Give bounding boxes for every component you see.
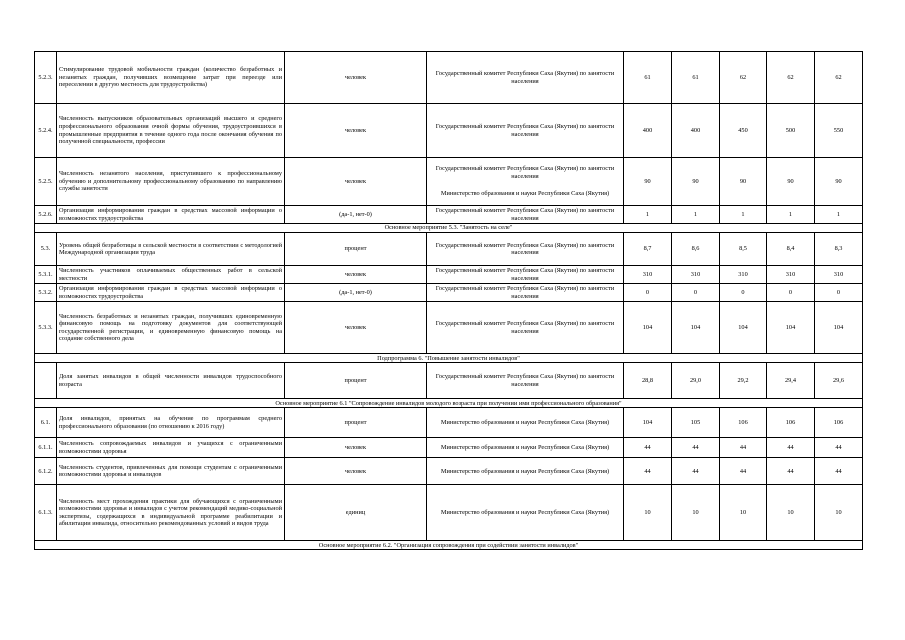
indicator-name: Численность безработных и незанятых граждан, получивших единовременную финансовую помощь на подготовку документов для соответствующей государственной регистрации, и единовременную финансовую помощь на создание собственного дела bbox=[57, 302, 285, 354]
source-organization: Государственный комитет Республики Саха (Якутия) по занятости населения bbox=[435, 69, 615, 85]
row-number: 5.2.6. bbox=[35, 206, 57, 224]
year-value: 29,6 bbox=[815, 363, 863, 399]
table-row bbox=[35, 206, 863, 224]
year-value: 310 bbox=[672, 266, 720, 284]
year-value: 62 bbox=[720, 52, 767, 104]
row-number: 5.3.3. bbox=[35, 302, 57, 354]
year-value: 1 bbox=[672, 206, 720, 224]
source-organization: Министерство образования и науки Республики Саха (Якутия) bbox=[440, 419, 610, 426]
indicator-name: Доля инвалидов, принятых на обучение по программам среднего профессионального образования (по отношению к 2016 году) bbox=[57, 408, 285, 438]
source-organization: Министерство образования и науки Республики Саха (Якутия) bbox=[440, 467, 610, 475]
unit-of-measure: единиц bbox=[285, 485, 427, 541]
responsible-executor bbox=[427, 233, 624, 266]
year-value: 400 bbox=[624, 104, 672, 158]
row-number: 6.1. bbox=[35, 408, 57, 438]
indicator-name: Численность мест прохождения практики для обучающихся с ограниченными возможностями здоровья и инвалидов с учетом рекомендаций медико-социальной экспертизы, содержащихся в индивидуальной программе реабилитации и абилитации инвалида, относительно рекомендованных условий и видов труда bbox=[57, 485, 285, 541]
year-value: 10 bbox=[815, 485, 863, 541]
source-organization: Министерство образования и науки Республики Саха (Якутия) bbox=[440, 509, 610, 516]
section-title: Основное мероприятие 6.1 "Сопровождение инвалидов молодого возраста при получении ими профессионального образования" bbox=[35, 399, 863, 408]
year-value: 10 bbox=[672, 485, 720, 541]
table-row bbox=[35, 408, 863, 438]
table-row bbox=[35, 363, 863, 399]
year-value: 44 bbox=[720, 438, 767, 458]
section-header-row bbox=[35, 354, 863, 363]
responsible-executor bbox=[427, 104, 624, 158]
unit-of-measure: человек bbox=[285, 52, 427, 104]
row-number: 5.3. bbox=[35, 233, 57, 266]
source-organization: Государственный комитет Республики Саха (Якутия) по занятости населения bbox=[435, 320, 615, 335]
year-value: 550 bbox=[815, 104, 863, 158]
row-number: 6.1.3. bbox=[35, 485, 57, 541]
year-value: 8,4 bbox=[767, 233, 815, 266]
year-value: 1 bbox=[767, 206, 815, 224]
year-value: 90 bbox=[815, 158, 863, 206]
indicator-name: Организация информирования граждан в средствах массовой информации о возможностях трудоустройства bbox=[57, 284, 285, 302]
section-header-row bbox=[35, 224, 863, 233]
year-value: 44 bbox=[720, 458, 767, 485]
source-organization: Государственный комитет Республики Саха (Якутия) по занятости населения bbox=[435, 373, 615, 388]
row-number: 6.1.1. bbox=[35, 438, 57, 458]
year-value: 104 bbox=[815, 302, 863, 354]
responsible-executor bbox=[427, 408, 624, 438]
year-value: 106 bbox=[767, 408, 815, 438]
year-value: 8,5 bbox=[720, 233, 767, 266]
row-number: 6.1.2. bbox=[35, 458, 57, 485]
unit-of-measure: человек bbox=[285, 458, 427, 485]
year-value: 61 bbox=[624, 52, 672, 104]
responsible-executor bbox=[427, 206, 624, 224]
year-value: 104 bbox=[624, 408, 672, 438]
unit-of-measure: процент bbox=[285, 233, 427, 266]
year-value: 28,8 bbox=[624, 363, 672, 399]
indicators-table bbox=[34, 51, 863, 550]
table-row bbox=[35, 233, 863, 266]
indicator-name: Организация информирования граждан в средствах массовой информации о возможностях трудоустройства bbox=[57, 206, 285, 224]
year-value: 10 bbox=[720, 485, 767, 541]
year-value: 44 bbox=[815, 458, 863, 485]
year-value: 90 bbox=[720, 158, 767, 206]
section-header-row bbox=[35, 399, 863, 408]
year-value: 310 bbox=[624, 266, 672, 284]
row-number: 5.2.4. bbox=[35, 104, 57, 158]
responsible-executor bbox=[427, 284, 624, 302]
unit-of-measure: человек bbox=[285, 302, 427, 354]
year-value: 105 bbox=[672, 408, 720, 438]
indicators-table-body bbox=[35, 52, 863, 550]
section-header-row bbox=[35, 541, 863, 550]
year-value: 90 bbox=[624, 158, 672, 206]
year-value: 44 bbox=[624, 438, 672, 458]
source-organization: Министерство образования и науки Республики Саха (Якутия) bbox=[440, 190, 610, 198]
year-value: 106 bbox=[815, 408, 863, 438]
unit-of-measure: человек bbox=[285, 438, 427, 458]
indicator-name: Стимулирование трудовой мобильности граждан (количество безработных и незанятых граждан, получивших возмещение затрат при переезде или переселении в другую местность для трудоустройства) bbox=[57, 52, 285, 104]
source-organization: Государственный комитет Республики Саха (Якутия) по занятости населения bbox=[435, 241, 615, 257]
row-number: 5.2.5. bbox=[35, 158, 57, 206]
year-value: 10 bbox=[767, 485, 815, 541]
year-value: 1 bbox=[815, 206, 863, 224]
year-value: 44 bbox=[672, 458, 720, 485]
indicator-name: Численность студентов, привлеченных для помощи студентам с ограниченными возможностями здоровья и инвалидов bbox=[57, 458, 285, 485]
unit-of-measure: человек bbox=[285, 266, 427, 284]
year-value: 310 bbox=[720, 266, 767, 284]
year-value: 29,4 bbox=[767, 363, 815, 399]
year-value: 90 bbox=[767, 158, 815, 206]
year-value: 104 bbox=[720, 302, 767, 354]
source-organization: Государственный комитет Республики Саха (Якутия) по занятости населения bbox=[435, 207, 615, 222]
year-value: 0 bbox=[624, 284, 672, 302]
year-value: 1 bbox=[720, 206, 767, 224]
responsible-executor bbox=[427, 52, 624, 104]
responsible-executor bbox=[427, 458, 624, 485]
indicator-name: Доля занятых инвалидов в общей численности инвалидов трудоспособного возраста bbox=[57, 363, 285, 399]
year-value: 62 bbox=[815, 52, 863, 104]
responsible-executor bbox=[427, 485, 624, 541]
year-value: 44 bbox=[767, 458, 815, 485]
year-value: 44 bbox=[624, 458, 672, 485]
responsible-executor bbox=[427, 438, 624, 458]
year-value: 44 bbox=[767, 438, 815, 458]
year-value: 310 bbox=[767, 266, 815, 284]
section-title: Основное мероприятие 6.2. "Организация сопровождения при содействии занятости инвалидов" bbox=[35, 541, 863, 550]
year-value: 310 bbox=[815, 266, 863, 284]
responsible-executor bbox=[427, 266, 624, 284]
year-value: 400 bbox=[672, 104, 720, 158]
table-row bbox=[35, 52, 863, 104]
indicator-name: Численность выпускников образовательных организаций высшего и среднего профессионального образования очной формы обучения, трудоустроившихся в промышленные предприятия в течение одного года после окончания обучения по полученной специальности, профессии bbox=[57, 104, 285, 158]
table-row bbox=[35, 302, 863, 354]
table-row bbox=[35, 104, 863, 158]
year-value: 104 bbox=[672, 302, 720, 354]
indicator-name: Численность участников оплачиваемых общественных работ в сельской местности bbox=[57, 266, 285, 284]
source-organization: Министерство образования и науки Республики Саха (Якутия) bbox=[440, 444, 610, 451]
year-value: 61 bbox=[672, 52, 720, 104]
indicator-name: Численность незанятого населения, приступившего к профессиональному обучению и дополнительному профессиональному образованию по направлению службы занятости bbox=[57, 158, 285, 206]
indicator-name: Уровень общей безработицы в сельской местности в соответствии с методологией Международной организации труда bbox=[57, 233, 285, 266]
section-title: Подпрограмма 6. "Повышение занятости инвалидов" bbox=[35, 354, 863, 363]
responsible-executor bbox=[427, 363, 624, 399]
table-row bbox=[35, 266, 863, 284]
year-value: 44 bbox=[672, 438, 720, 458]
source-organization: Государственный комитет Республики Саха (Якутия) по занятости населения bbox=[435, 165, 615, 180]
year-value: 0 bbox=[815, 284, 863, 302]
source-organization: Государственный комитет Республики Саха (Якутия) по занятости населения bbox=[435, 285, 615, 300]
responsible-executor bbox=[427, 302, 624, 354]
year-value: 104 bbox=[767, 302, 815, 354]
year-value: 104 bbox=[624, 302, 672, 354]
unit-of-measure: (да-1, нет-0) bbox=[285, 284, 427, 302]
table-row bbox=[35, 438, 863, 458]
year-value: 450 bbox=[720, 104, 767, 158]
source-organization: Государственный комитет Республики Саха (Якутия) по занятости населения bbox=[435, 122, 615, 138]
table-row bbox=[35, 158, 863, 206]
year-value: 106 bbox=[720, 408, 767, 438]
section-title: Основное мероприятие 5.3. "Занятость на селе" bbox=[35, 224, 863, 233]
year-value: 500 bbox=[767, 104, 815, 158]
unit-of-measure: (да-1, нет-0) bbox=[285, 206, 427, 224]
row-number: 5.2.3. bbox=[35, 52, 57, 104]
year-value: 10 bbox=[624, 485, 672, 541]
table-row bbox=[35, 485, 863, 541]
year-value: 8,6 bbox=[672, 233, 720, 266]
year-value: 90 bbox=[672, 158, 720, 206]
year-value: 44 bbox=[815, 438, 863, 458]
unit-of-measure: процент bbox=[285, 363, 427, 399]
unit-of-measure: процент bbox=[285, 408, 427, 438]
year-value: 8,3 bbox=[815, 233, 863, 266]
source-organization: Государственный комитет Республики Саха (Якутия) по занятости населения bbox=[435, 267, 615, 282]
year-value: 62 bbox=[767, 52, 815, 104]
row-number: 5.3.1. bbox=[35, 266, 57, 284]
year-value: 29,0 bbox=[672, 363, 720, 399]
table-row bbox=[35, 458, 863, 485]
unit-of-measure: человек bbox=[285, 104, 427, 158]
year-value: 0 bbox=[672, 284, 720, 302]
source-spacer bbox=[429, 180, 621, 190]
unit-of-measure: человек bbox=[285, 158, 427, 206]
year-value: 0 bbox=[767, 284, 815, 302]
year-value: 29,2 bbox=[720, 363, 767, 399]
year-value: 1 bbox=[624, 206, 672, 224]
year-value: 0 bbox=[720, 284, 767, 302]
row-number bbox=[35, 363, 57, 399]
table-row bbox=[35, 284, 863, 302]
responsible-executor bbox=[427, 158, 624, 206]
indicator-name: Численность сопровождаемых инвалидов и учащихся с ограниченными возможностями здоровья bbox=[57, 438, 285, 458]
year-value: 8,7 bbox=[624, 233, 672, 266]
row-number: 5.3.2. bbox=[35, 284, 57, 302]
